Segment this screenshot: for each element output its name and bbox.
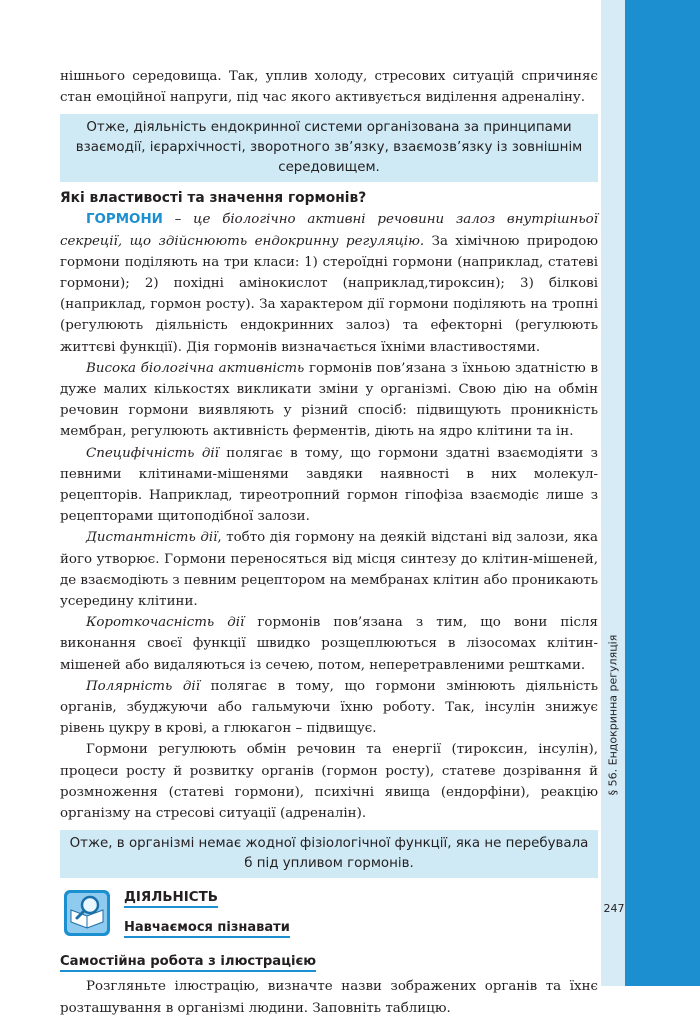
magnifier-book-icon — [62, 888, 112, 938]
task-paragraph: Розгляньте ілюстрацію, визначте назви зображених органів та їхнє розташування в організмі людини. Заповніть таблицю. — [60, 979, 598, 1016]
side-margin-band — [601, 0, 625, 986]
paragraph-polarity — [60, 676, 598, 740]
paragraph-text: гормонів пов’язана з тим, що вони після виконання своєї функції швидко розщеплюються в лізосомах клітин-мішеней або видаляються із сечею, потом, неперетравленими рештками. — [60, 615, 599, 673]
paragraph-text: , тобто дія гормону на деякій відстані від залози, яка його утворює. Гормони переносяться від місця синтезу до клітин-мішеней, де взаємодіють з певним рецептором на мембранах клітин або проникають усередину клітини. — [60, 530, 598, 610]
property-term: Полярність дії — [86, 678, 200, 694]
running-head-text: § 56. Ендокринна регуляція — [606, 634, 620, 796]
activity-block — [60, 886, 598, 950]
section-heading: Які властивості та значення гормонів? — [60, 190, 367, 207]
activity-subtitle: Навчаємося пізнавати — [124, 920, 290, 938]
intro-paragraph: нішнього середовища. Так, уплив холоду, стресових ситуацій спричиняє стан емоційної напруги, під час якого активується виділення адреналіну. — [60, 69, 598, 106]
term-hormones: ГОРМОНИ — [86, 212, 163, 228]
property-term: Специфічність дії — [86, 445, 219, 461]
paragraph-regulation: Гормони регулюють обмін речовин та енергії (тироксин, інсулін), процеси росту й розвитку органів (гормон росту), статеве дозрівання й розмноження (статеві гормони), психічні явища (ендорфіни), реакцію організму на стресові ситуації (адреналін). — [60, 742, 598, 822]
paragraph-text: гормонів пов’язана з їхньою здатністю в дуже малих кількостях викликати зміни у організмі. Свою дію на обмін речовин гормони виявляють у різний спосіб: підвищують проникність мембран, регулюють активність ферментів, діють на ядро клітини та ін. — [60, 360, 598, 440]
property-term: Дистантність дії — [86, 530, 218, 546]
side-accent-stripe — [625, 0, 700, 986]
property-term: Короткочасність дії — [86, 615, 245, 631]
paragraph-text: полягає в тому, що гормони здатні взаємодіяти з певними клітинами-мішенями завдяки наявності в них молекул-рецепторів. Наприклад, тиреотропний гормон гіпофіза взаємодіє лише з рецепторами щитоподібної залози. — [60, 445, 598, 525]
work-title: Самостійна робота з ілюстрацією — [60, 954, 316, 972]
paragraph-short-action — [60, 612, 598, 676]
paragraph-text: За хімічною природою гормони поділяють на три класи: 1) стероїдні гормони (наприклад, статеві гормони); 2) похідні амінокислот (наприклад,тироксин); 3) білкові (наприклад, гормон росту). За характером дії гормони поділяють на тропні (регулюють діяльність ендокринних залоз) та ефекторні (регулюють життєві функції). Дія гормонів визначається їхніми властивостями. — [60, 233, 598, 355]
paragraph-hormones-definition — [60, 209, 598, 357]
property-term: Висока біологічна активність — [86, 360, 305, 376]
paragraph-distance — [60, 527, 598, 612]
page-content — [60, 66, 598, 1019]
hormones-definition: – це біологічно активні речовини залоз внутрішньої секреції, що здійснюють ендокринну регуляцію. — [60, 212, 598, 249]
paragraph-specificity — [60, 443, 598, 528]
page-number: 247 — [603, 902, 625, 915]
activity-title: ДІЯЛЬНІСТЬ — [124, 890, 218, 908]
paragraph-text: полягає в тому, що гормони змінюють діяльність органів, збуджуючи або гальмуючи їхню роботу. Так, інсулін знижує рівень цукру в крові, а глюкагон – підвищує. — [60, 678, 598, 737]
summary-box-2: Отже, в організмі немає жодної фізіологічної функції, яка не перебувала б під упливом гормонів. — [60, 830, 598, 878]
summary-box-1: Отже, діяльність ендокринної системи організована за принципами взаємодії, ієрархічності, зворотного зв’язку, взаємозв’язку із зовнішнім середовищем. — [60, 114, 598, 182]
running-head — [603, 625, 623, 805]
paragraph-activity — [60, 358, 598, 443]
